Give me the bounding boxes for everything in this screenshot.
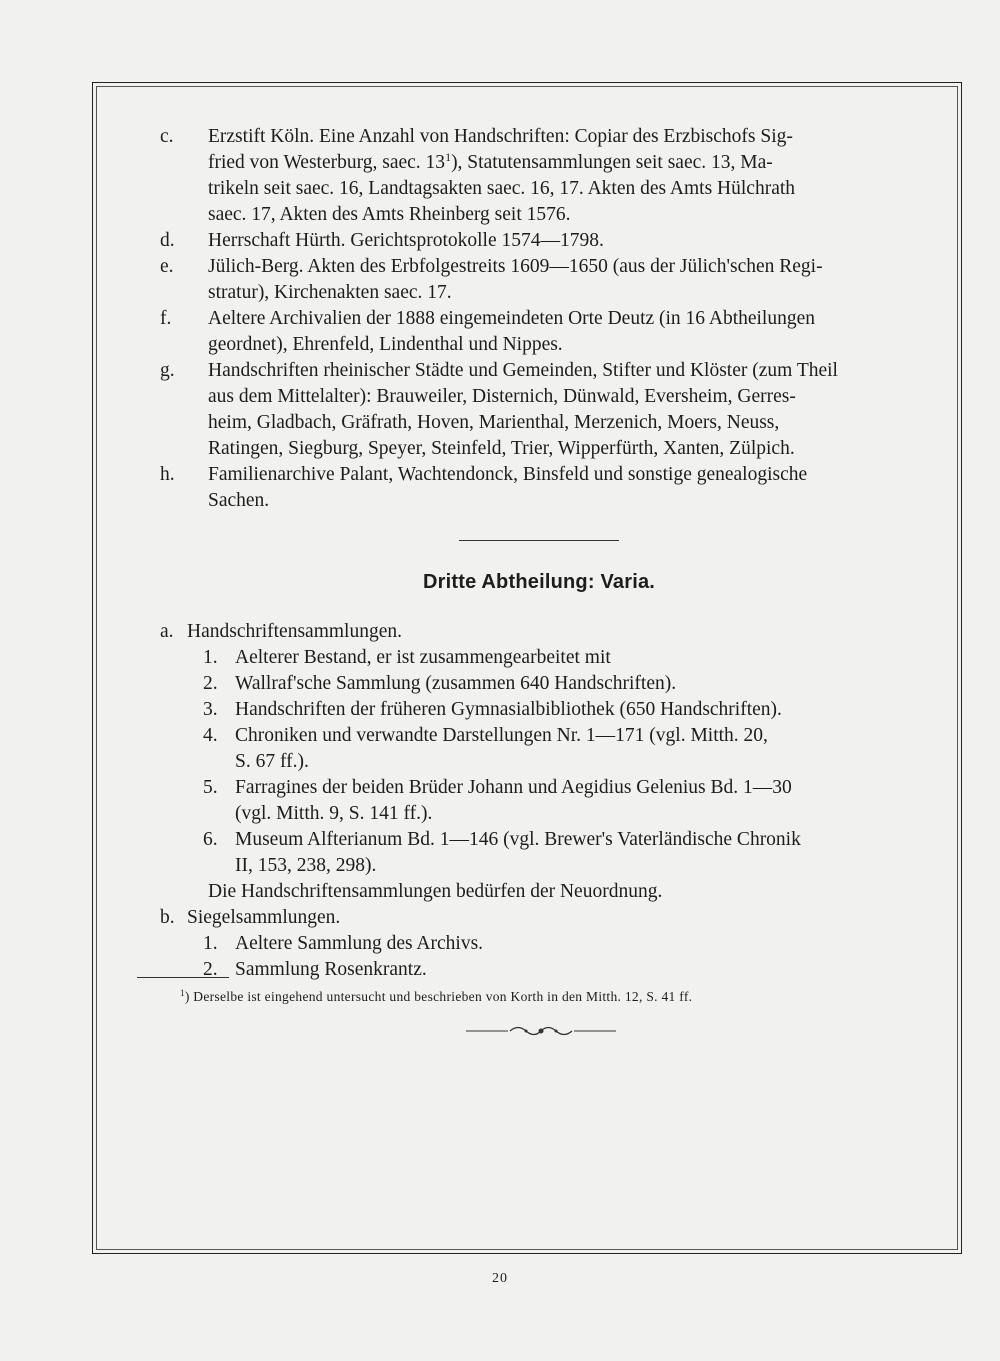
sub-item — [160, 775, 918, 827]
section-heading: Dritte Abtheilung: Varia. — [422, 571, 656, 593]
item-marker: 6. — [203, 829, 218, 850]
text-line: Sammlung Rosenkrantz. — [235, 959, 427, 980]
text-line: Wallraf'sche Sammlung (zusammen 640 Handschriften). — [235, 673, 677, 694]
text-line: geordnet), Ehrenfeld, Lindenthal und Nippes. — [208, 334, 563, 355]
item-marker: 5. — [203, 777, 218, 798]
item-marker: f. — [160, 308, 172, 329]
sub-item — [160, 931, 918, 957]
text-line: Aeltere Archivalien der 1888 eingemeindeten Orte Deutz (in 16 Abtheilungen — [208, 308, 816, 329]
text-line: Farragines der beiden Brüder Johann und Aegidius Gelenius Bd. 1—30 — [235, 777, 792, 798]
text-line: trikeln seit saec. 16, Landtagsakten saec. 16, 17. Akten des Amts Hülchrath — [208, 178, 796, 199]
text-line: (vgl. Mitth. 9, S. 141 ff.). — [235, 803, 433, 824]
sub-item — [160, 957, 918, 983]
text-line: S. 67 ff.). — [235, 751, 309, 772]
text-line: Museum Alfterianum Bd. 1—146 (vgl. Brewer's Vaterländische Chronik — [235, 829, 801, 850]
text-line: heim, Gladbach, Gräfrath, Hoven, Marienthal, Merzenich, Moers, Neuss, — [208, 412, 780, 433]
sub-item — [160, 645, 918, 671]
text-line: stratur), Kirchenakten saec. 17. — [208, 282, 452, 303]
text-span: ), Statutensammlungen seit saec. 13, Ma- — [451, 152, 773, 173]
text-line: Erzstift Köln. Eine Anzahl von Handschriften: Copiar des Erzbischofs Sig- — [208, 126, 793, 147]
item-marker: a. — [160, 621, 174, 642]
text-line: aus dem Mittelalter): Brauweiler, Disternich, Dünwald, Eversheim, Gerres- — [208, 386, 796, 407]
item-marker: 2. — [203, 673, 218, 694]
text-line: II, 153, 238, 298). — [235, 855, 377, 876]
text-line: Jülich-Berg. Akten des Erbfolgestreits 1609—1650 (aus der Jülich'schen Regi- — [208, 256, 823, 277]
item-marker: g. — [160, 360, 175, 381]
item-marker: 1. — [203, 933, 218, 954]
text-line: saec. 17, Akten des Amts Rheinberg seit 1576. — [208, 204, 571, 225]
text-line — [208, 150, 918, 176]
list-item-e — [160, 254, 918, 306]
list-item-h — [160, 462, 918, 514]
text-line: Chroniken und verwandte Darstellungen Nr. 1—171 (vgl. Mitth. 20, — [235, 725, 768, 746]
sub-item — [160, 723, 918, 775]
sub-item — [160, 827, 918, 879]
item-marker: e. — [160, 256, 174, 277]
item-marker: h. — [160, 464, 175, 485]
text-line: Aelterer Bestand, er ist zusammengearbeitet mit — [235, 647, 611, 668]
ornament-icon — [466, 1021, 616, 1041]
item-marker: 4. — [203, 725, 218, 746]
sub-item — [160, 671, 918, 697]
list-item-d — [160, 228, 918, 254]
item-marker: d. — [160, 230, 175, 251]
item-marker: 3. — [203, 699, 218, 720]
sub-item — [160, 697, 918, 723]
section-divider — [459, 540, 619, 541]
footnote-text: ) Derselbe ist eingehend untersucht und beschrieben von Korth in den Mitth. 12, S. 41 ff. — [184, 989, 693, 1004]
item-marker: 1. — [203, 647, 218, 668]
text-line: Handschriftensammlungen. — [187, 621, 402, 642]
text-line: Handschriften rheinischer Städte und Gemeinden, Stifter und Klöster (zum Theil — [208, 360, 838, 381]
text-line: Herrschaft Hürth. Gerichtsprotokolle 1574—1798. — [208, 230, 604, 251]
footnote-ref[interactable]: 1 — [445, 150, 452, 164]
item-marker: 2. — [203, 959, 218, 980]
text-line: Familienarchive Palant, Wachtendonck, Binsfeld und sonstige genealogische — [208, 464, 808, 485]
text-line: Handschriften der früheren Gymnasialbibliothek (650 Handschriften). — [235, 699, 782, 720]
text-line: Aeltere Sammlung des Archivs. — [235, 933, 484, 954]
list-item-f — [160, 306, 918, 358]
footnote — [180, 989, 920, 1005]
text-line: Ratingen, Siegburg, Speyer, Steinfeld, Trier, Wipperfürth, Xanten, Zülpich. — [208, 438, 795, 459]
list-item-g — [160, 358, 918, 462]
list-item-c — [160, 124, 918, 228]
note-text: Die Handschriftensammlungen bedürfen der Neuordnung. — [208, 881, 663, 902]
item-marker: b. — [160, 907, 175, 928]
footnote-divider — [137, 977, 229, 978]
main-text — [160, 124, 918, 983]
text-line: Sachen. — [208, 490, 270, 511]
text-span: fried von Westerburg, saec. 13 — [208, 152, 446, 173]
page-number: 20 — [492, 1271, 508, 1286]
list-item-a — [160, 619, 918, 645]
text-line: Siegelsammlungen. — [187, 907, 341, 928]
list-item-b — [160, 905, 918, 931]
item-marker: c. — [160, 126, 174, 147]
footnote-marker: 1 — [180, 988, 185, 998]
